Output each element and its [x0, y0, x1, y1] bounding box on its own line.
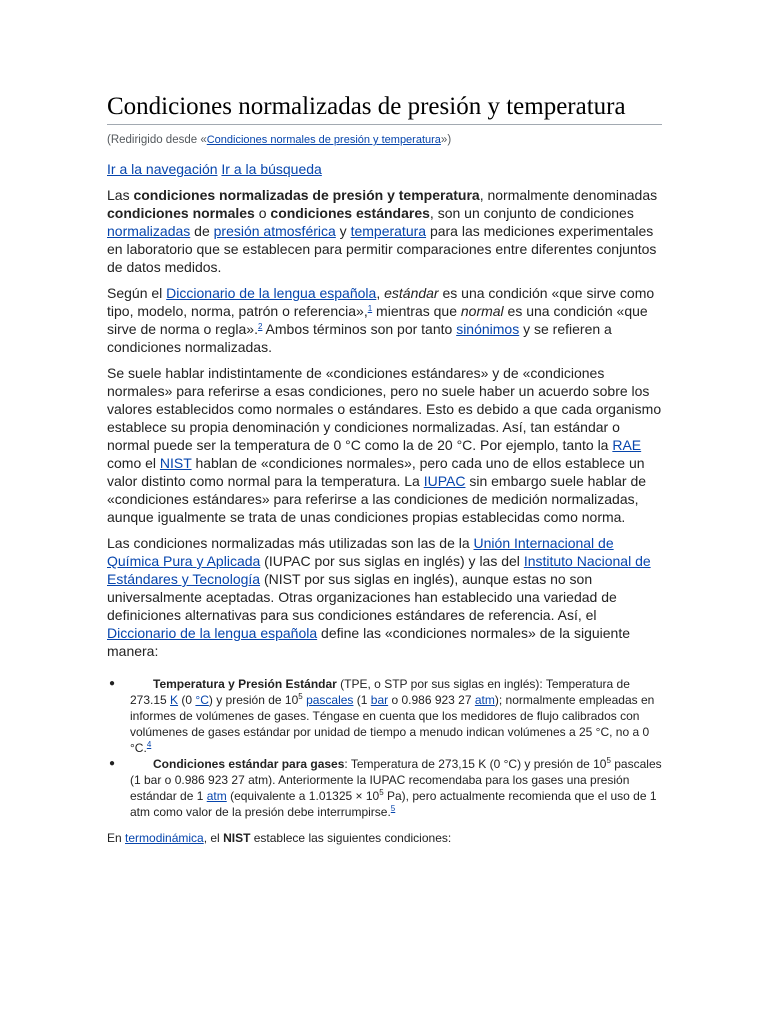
text: es una condición «que sirve como tipo, modelo, norma, patrón o referencia»,: [107, 285, 655, 319]
text: Pa), pero actualmente recomienda que el uso de 1 atm como valor de la presión debe interrumpirse.: [130, 789, 657, 819]
text: (IUPAC por sus siglas en inglés) y las del: [260, 553, 524, 569]
text: Se suele hablar indistintamente de «condiciones estándares» y de «condiciones normales» para referirse a esas condiciones, pero no suele haber un acuerdo sobre los valores establecidos como normales o estándares. Esto es debido a que cada organismo establece su propia denominación y condiciones normalizadas. Así, tan estándar o normal puede ser la temperatura de 0 °C como la de 20 °C. Por ejemplo, tanto la: [107, 365, 662, 453]
link-temperatura[interactable]: temperatura: [350, 223, 427, 239]
text: ) y presión de 10: [208, 693, 299, 707]
conditions-list: [107, 676, 662, 820]
jump-to-navigation-link[interactable]: Ir a la navegación: [107, 161, 218, 177]
link-kelvin[interactable]: K: [170, 693, 179, 707]
paragraph-nist: [107, 830, 662, 846]
text: sin embargo suele hablar de «condiciones estándares» para referirse a las condiciones de medición normalizadas, aunque igualmente se trata de unas condiciones propias establecidas como norma.: [107, 473, 647, 525]
superscript: 5: [379, 788, 384, 797]
link-atm[interactable]: atm: [206, 789, 227, 803]
text: de: [190, 223, 214, 239]
reference-5[interactable]: 5: [390, 804, 396, 813]
link-presion-atmosferica[interactable]: presión atmosférica: [213, 223, 336, 239]
text: , el: [203, 831, 224, 845]
text: o: [254, 205, 271, 221]
text: y: [335, 223, 351, 239]
link-diccionario[interactable]: Diccionario de la lengua española: [107, 625, 318, 641]
text: ); normalmente empleadas en informes de volúmenes de gases. Téngase en cuenta que los medidores de flujo calibrados con volúmenes de gases estándar por unidad de tiempo a menudo indican volúmenes a 25 °C, no a 0 °C.: [130, 693, 655, 755]
link-iupac-full[interactable]: Unión Internacional de Química Pura y Aplicada: [107, 535, 614, 569]
text: establece las siguientes condiciones:: [250, 831, 452, 845]
link-bar[interactable]: bar: [370, 693, 389, 707]
redirect-prefix: (Redirigido desde «: [107, 134, 207, 146]
superscript: 5: [298, 692, 303, 701]
bold-term: Condiciones estándar para gases: [153, 757, 345, 771]
bullet-icon: ●: [109, 758, 116, 769]
link-iupac[interactable]: IUPAC: [423, 473, 466, 489]
text: Según el: [107, 285, 167, 301]
bullet-icon: ●: [109, 678, 116, 689]
superscript: 5: [606, 756, 611, 765]
text: mientras que: [372, 303, 461, 319]
link-rae[interactable]: RAE: [612, 437, 642, 453]
link-nist[interactable]: NIST: [159, 455, 192, 471]
page-title: Condiciones normalizadas de presión y temperatura: [107, 92, 662, 125]
text: pascales (1 bar o 0.986 923 27 atm). Anteriormente la IUPAC recomendaba para los gases una presión estándar de 1: [130, 757, 662, 803]
reference-1[interactable]: 1: [367, 304, 373, 313]
list-item: [107, 756, 662, 820]
link-diccionario[interactable]: Diccionario de la lengua española: [166, 285, 377, 301]
paragraph-organizations: [107, 534, 662, 660]
text: es una condición «que sirve de norma o regla».: [107, 303, 648, 337]
redirect-suffix: »): [440, 134, 452, 146]
text: define las «condiciones normales» de la siguiente manera:: [107, 625, 631, 659]
jump-links: [107, 160, 662, 178]
link-normalizadas[interactable]: normalizadas: [107, 223, 191, 239]
bold-term: Temperatura y Presión Estándar: [153, 677, 337, 691]
text: ,: [376, 285, 385, 301]
redirect-link[interactable]: Condiciones normales de presión y temperatura: [206, 134, 441, 146]
text: , normalmente denominadas: [479, 187, 658, 203]
redirect-notice: [107, 133, 662, 148]
paragraph-usage: [107, 364, 662, 526]
text: para las mediciones experimentales en laboratorio que se establecen para permitir comparaciones entre diferentes conjuntos de datos medidos.: [107, 223, 657, 275]
bold-term: condiciones estándares: [270, 205, 430, 221]
text: (1: [353, 693, 371, 707]
link-nist-full[interactable]: Instituto Nacional de Estándares y Tecnología: [107, 553, 651, 587]
text: hablan de «condiciones normales», pero cada uno de ellos establece un valor distinto como normal para la temperatura. La: [107, 455, 645, 489]
jump-to-search-link[interactable]: Ir a la búsqueda: [221, 161, 322, 177]
bold-term: NIST: [223, 831, 251, 845]
link-pascales[interactable]: pascales: [306, 693, 354, 707]
link-celsius[interactable]: °C: [195, 693, 209, 707]
link-atm[interactable]: atm: [474, 693, 495, 707]
paragraph-definitions: [107, 284, 662, 356]
text: , son un conjunto de condiciones: [429, 205, 634, 221]
italic-term: normal: [460, 303, 504, 319]
text: o 0.986 923 27: [388, 693, 475, 707]
text: Las condiciones normalizadas más utilizadas son las de la: [107, 535, 474, 551]
bold-term: condiciones normales: [107, 205, 255, 221]
text: Ambos términos son por tanto: [262, 321, 457, 337]
text: (NIST por sus siglas en inglés), aunque estas no son universalmente aceptadas. Otras organizaciones han establecido una variedad de definiciones alternativas para sus condiciones estándares de referencia. Así, el: [107, 571, 617, 623]
text: (TPE, o STP por sus siglas en inglés): Temperatura de 273.15: [130, 677, 630, 707]
italic-term: estándar: [384, 285, 439, 301]
text: (equivalente a 1.01325 × 10: [226, 789, 380, 803]
bold-term: condiciones normalizadas de presión y temperatura: [133, 187, 480, 203]
text: como el: [107, 455, 160, 471]
text: En: [107, 831, 126, 845]
text: y se refieren a condiciones normalizadas.: [107, 321, 612, 355]
article: [107, 92, 662, 846]
text: (0: [178, 693, 196, 707]
link-sinonimos[interactable]: sinónimos: [456, 321, 520, 337]
reference-4[interactable]: 4: [146, 740, 152, 749]
link-termodinamica[interactable]: termodinámica: [125, 831, 204, 845]
text: Las: [107, 187, 134, 203]
reference-2[interactable]: 2: [257, 322, 263, 331]
list-item: [107, 676, 662, 756]
paragraph-intro: [107, 186, 662, 276]
text: : Temperatura de 273,15 K (0 °C) y presión de 10: [344, 757, 607, 771]
